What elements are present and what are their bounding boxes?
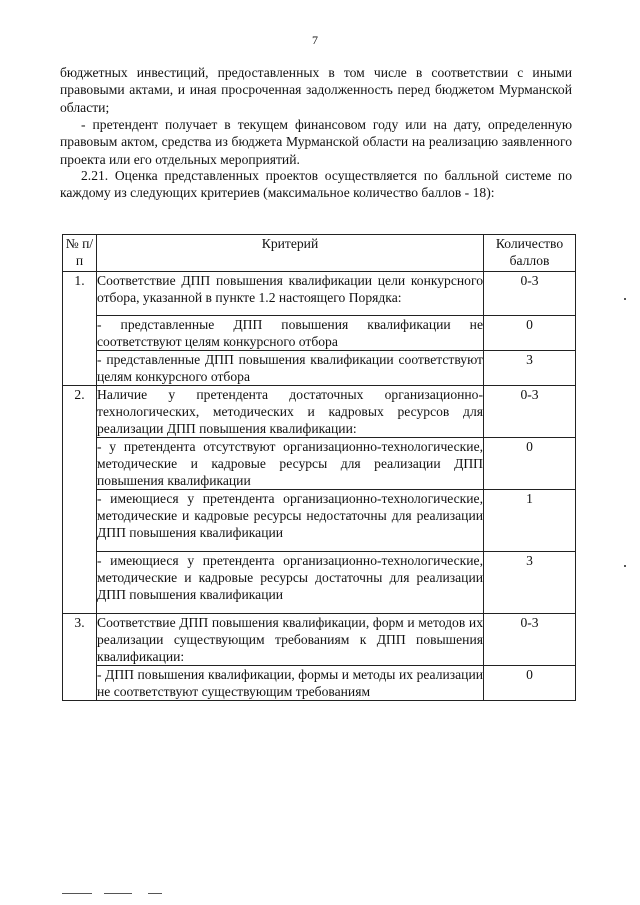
table-row — [63, 614, 576, 666]
table-row — [63, 272, 576, 316]
criterion-number: 2. — [63, 386, 97, 614]
table-row — [63, 438, 576, 490]
paragraph-applicant-funds: - претендент получает в текущем финансовом году или на дату, определенную правовым актом, средства из бюджета Мурманской области на реализацию заявленного проекта или его отдельных мероприятий. — [60, 117, 572, 167]
paragraph-2-21: 2.21. Оценка представленных проектов осуществляется по балльной системе по каждому из следующих критериев (максимальное количество баллов - 18): — [60, 168, 572, 201]
criterion-number: 3. — [63, 614, 97, 701]
criterion-number: 1. — [63, 272, 97, 386]
criterion-score: 0-3 — [484, 386, 576, 438]
scan-mark — [624, 298, 626, 300]
page-number: 7 — [312, 33, 318, 47]
table-header-row — [63, 235, 576, 272]
table-row — [63, 316, 576, 351]
criterion-score: 0-3 — [484, 272, 576, 316]
criterion-score: 0 — [484, 666, 576, 701]
criterion-text: - имеющиеся у претендента организационно-технологические, методические и кадровые ресурсы недостаточны для реализации ДПП повышения квалификации — [97, 490, 484, 552]
criterion-score: 0 — [484, 316, 576, 351]
criterion-text: Соответствие ДПП повышения квалификации, форм и методов их реализации существующим требованиям к ДПП повышения квалификации: — [97, 615, 483, 664]
table-row — [63, 666, 576, 701]
criterion-text: - у претендента отсутствуют организационно-технологические, методические и кадровые ресурсы для реализации ДПП повышения квалификации — [97, 439, 483, 488]
header-score: Количество баллов — [484, 235, 576, 272]
scan-mark — [624, 565, 626, 567]
table-row — [63, 351, 576, 386]
table-row — [63, 552, 576, 614]
criterion-text: Наличие у претендента достаточных организационно-технологических, методических и кадровых ресурсов для реализации ДПП повышения квалификации: — [97, 387, 483, 436]
header-number: № п/п — [63, 235, 97, 272]
criterion-text: - имеющиеся у претендента организационно-технологические, методические и кадровые ресурсы достаточны для реализации ДПП повышения квалификации — [97, 552, 484, 614]
scan-mark — [104, 893, 132, 894]
criterion-text: - представленные ДПП повышения квалификации соответствуют целям конкурсного отбора — [97, 352, 483, 384]
scan-mark — [148, 893, 162, 894]
criterion-score: 1 — [484, 490, 576, 552]
header-criterion: Критерий — [97, 235, 484, 272]
criterion-score: 0 — [484, 438, 576, 490]
criterion-score: 3 — [484, 552, 576, 614]
criterion-score: 3 — [484, 351, 576, 386]
table-row — [63, 386, 576, 438]
criteria-table — [62, 234, 576, 701]
criterion-text: - представленные ДПП повышения квалификации не соответствуют целям конкурсного отбора — [97, 317, 483, 349]
paragraph-continuation: бюджетных инвестиций, предоставленных в том числе в соответствии с иными правовыми актами, и иная просроченная задолженность перед бюджетом Мурманской области; — [60, 65, 572, 115]
scan-mark — [62, 893, 92, 894]
criterion-score: 0-3 — [484, 614, 576, 666]
criterion-text: - ДПП повышения квалификации, формы и методы их реализации не соответствуют существующим требованиям — [97, 667, 483, 699]
table-row — [63, 490, 576, 552]
criterion-text: Соответствие ДПП повышения квалификации цели конкурсного отбора, указанной в пункте 1.2 настоящего Порядка: — [97, 272, 484, 316]
